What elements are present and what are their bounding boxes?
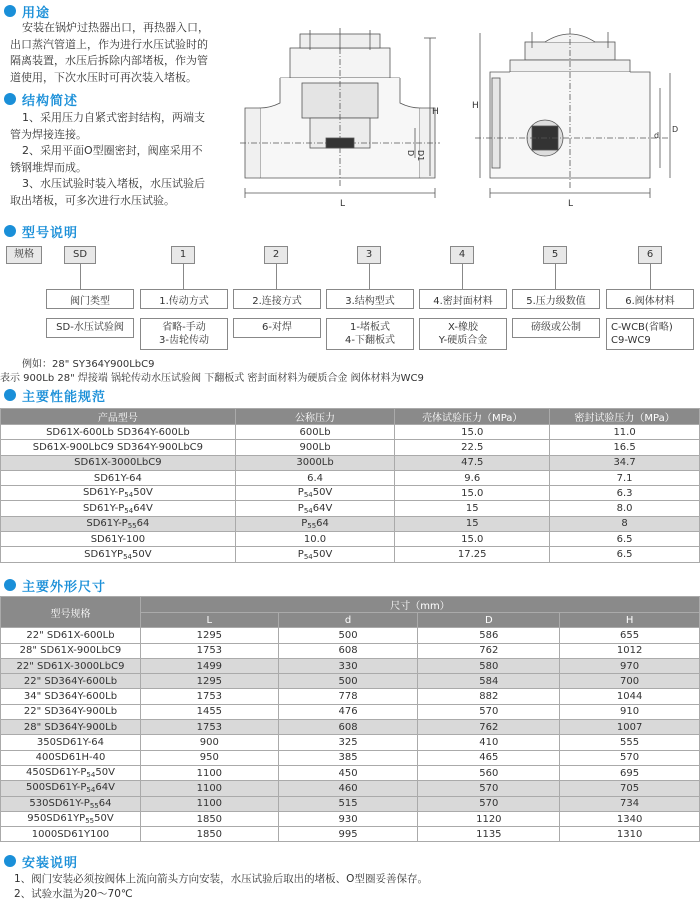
table-row: 22" SD61X-600Lb 1295 500 586 655	[1, 628, 700, 643]
table-row: 350SD61Y-64 900 325 410 555	[1, 735, 700, 750]
dimensions-header-row	[1, 597, 700, 613]
example-line-2: 表示 900Lb 28" 焊接端 锅轮传动水压试验阀 下翻板式 密封面材料为硬质合金 阀体材料为WC9	[0, 373, 424, 384]
desc-connect: 6-对焊	[233, 318, 321, 338]
dim-label-D2: D	[672, 125, 679, 134]
label-connect: 2.连接方式	[233, 289, 321, 309]
bullet-icon	[4, 389, 16, 401]
header-model-spec: 型号规格	[1, 597, 141, 628]
section-title-model: 型号说明	[4, 222, 78, 240]
label-structure: 3.结构型式	[326, 289, 414, 309]
code-2: 2	[264, 246, 288, 264]
dim-label-H2: H	[472, 101, 479, 111]
code-6: 6	[638, 246, 662, 264]
bullet-icon	[4, 855, 16, 867]
desc-seal: X-橡胶 Y-硬质合金	[419, 318, 507, 350]
dim-label-D: D	[406, 150, 415, 157]
connector-line	[462, 264, 463, 289]
usage-text: 安装在锅炉过热器出口，再热器入口， 出口蒸汽管道上，作为进行水压试验时的 隔离装置，水压后拆除内部堵板，作为管 道使用，下次水压时可再次装入堵板。	[10, 21, 209, 84]
valve-drawing-front	[240, 28, 450, 216]
performance-table	[0, 408, 700, 563]
connector-line	[183, 264, 184, 289]
valve-drawing-side	[470, 28, 685, 216]
dim-label-H: H	[432, 107, 439, 117]
label-body: 6.阀体材料	[606, 289, 694, 309]
bullet-icon	[4, 5, 16, 17]
connector-line	[276, 264, 277, 289]
label-seal: 4.密封面材料	[419, 289, 507, 309]
connector-line	[80, 264, 81, 289]
header-model: 产品型号	[1, 409, 236, 425]
table-row: 400SD61H-40 950 385 465 570	[1, 750, 700, 765]
structure-text: 1、采用压力自紧式密封结构，两端支 管为焊接连接。 2、采用平面O型圈密封，阀座采用不 锈钢堆焊而成。 3、水压试验时装入堵板，水压试验后 取出堵板，可多次进行水压试验。	[10, 111, 205, 207]
code-3: 3	[357, 246, 381, 264]
table-row: 22" SD364Y-600Lb 1295 500 584 700	[1, 674, 700, 689]
header-D: D	[418, 613, 560, 628]
install-text: 1、阀门安装必须按阀体上流向箭头方向安装，水压试验后取出的堵板、O型圈妥善保存。 2、试验水温为20～70℃	[14, 873, 428, 900]
dim-label-D1: D1	[416, 150, 425, 162]
table-row: SD61X-3000LbC9 3000Lb 47.5 34.7	[1, 455, 700, 470]
header-L: L	[140, 613, 278, 628]
desc-pressure: 磅级或公制	[512, 318, 600, 338]
header-H: H	[560, 613, 700, 628]
table-row: $SD61Y-P_{54}64V$ $P_{54}64V$ 15 8.0	[1, 501, 700, 516]
connector-line	[555, 264, 556, 289]
connector-line	[650, 264, 651, 289]
table-row: $SD61YP_{54}50V$ $P_{54}50V$ 17.25 6.5	[1, 547, 700, 562]
dimensions-table	[0, 596, 700, 842]
desc-body: C-WCB(省略) C9-WC9	[606, 318, 694, 350]
header-d: d	[278, 613, 418, 628]
header-nominal: 公称压力	[235, 409, 395, 425]
table-row: $SD61Y-P_{55}64$ $P_{55}64$ 15 8	[1, 516, 700, 531]
code-sd: SD	[64, 246, 96, 264]
header-size: 尺寸（mm）	[140, 597, 699, 613]
section-title-dimensions: 主要外形尺寸	[4, 576, 106, 594]
table-row: $530SD61Y-P_{55}64$ 1100 515 570 734	[1, 796, 700, 811]
dim-label-d2: d	[654, 131, 660, 140]
dim-label-L2: L	[568, 199, 574, 209]
table-row: 1000SD61Y100 1850 995 1135 1310	[1, 827, 700, 842]
table-row: 22" SD364Y-900Lb 1455 476 570 910	[1, 704, 700, 719]
label-pressure: 5.压力级数值	[512, 289, 600, 309]
desc-valve-type: SD-水压试验阀	[46, 318, 134, 338]
table-row: 28" SD61X-900LbC9 1753 608 762 1012	[1, 643, 700, 658]
table-row: $500SD61Y-P_{54}64V$ 1100 460 570 705	[1, 781, 700, 796]
model-code-row	[0, 246, 700, 264]
header-seal: 密封试验压力（MPa）	[550, 409, 700, 425]
code-4: 4	[450, 246, 474, 264]
example-line-1: 例如：28" SY364Y900LbC9	[22, 359, 155, 370]
section-title-install: 安装说明	[4, 852, 78, 870]
connector-line	[369, 264, 370, 289]
bullet-icon	[4, 225, 16, 237]
code-spec: 规格	[6, 246, 42, 264]
section-title-usage: 用途	[4, 2, 50, 20]
header-shell: 壳体试验压力（MPa）	[395, 409, 550, 425]
table-row: $450SD61Y-P_{54}50V$ 1100 450 560 695	[1, 765, 700, 780]
desc-structure: 1-堵板式 4-下翻板式	[326, 318, 414, 350]
dim-label-L: L	[340, 199, 346, 209]
label-valve-type: 阀门类型	[46, 289, 134, 309]
code-1: 1	[171, 246, 195, 264]
section-title-performance: 主要性能规范	[4, 386, 106, 404]
table-row: SD61Y-64 6.4 9.6 7.1	[1, 470, 700, 485]
bullet-icon	[4, 93, 16, 105]
table-row: $950SD61YP_{55}50V$ 1850 930 1120 1340	[1, 811, 700, 826]
desc-drive: 省略-手动 3-齿轮传动	[140, 318, 228, 350]
table-row: SD61X-600Lb SD364Y-600Lb 600Lb 15.0 11.0	[1, 425, 700, 440]
table-row: SD61X-900LbC9 SD364Y-900LbC9 900Lb 22.5 16.5	[1, 440, 700, 455]
table-row: 22" SD61X-3000LbC9 1499 330 580 970	[1, 658, 700, 673]
label-drive: 1.传动方式	[140, 289, 228, 309]
performance-header-row	[1, 409, 700, 425]
bullet-icon	[4, 579, 16, 591]
table-row: SD61Y-100 10.0 15.0 6.5	[1, 532, 700, 547]
table-row: 34" SD364Y-600Lb 1753 778 882 1044	[1, 689, 700, 704]
table-row: $SD61Y-P_{54}50V$ $P_{54}50V$ 15.0 6.3	[1, 486, 700, 501]
code-5: 5	[543, 246, 567, 264]
table-row: 28" SD364Y-900Lb 1753 608 762 1007	[1, 720, 700, 735]
section-title-structure: 结构简述	[4, 90, 78, 108]
